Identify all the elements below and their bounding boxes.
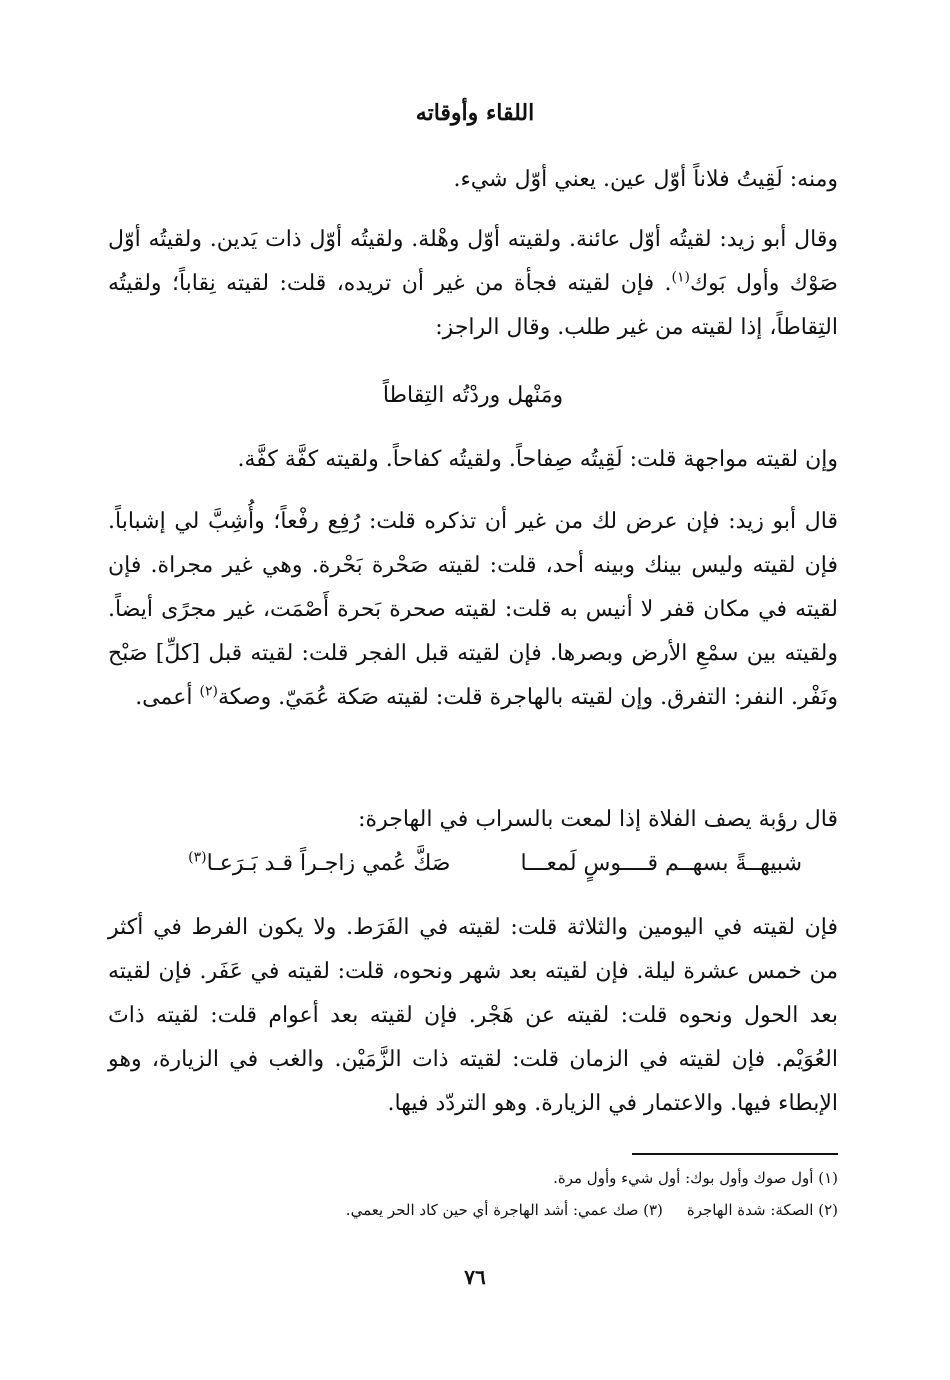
footnote-2: (٢) الصكة: شدة الهاجرة [686,1201,838,1219]
paragraph-text: . فإن لقيته فجأة من غير أن تريده، قلت: لقيته نِقاباً؛ ولقيتُه التِقاطاً، إذا لقيته من غير طلب. وقال الراجز: [108,271,838,340]
paragraph-1 [108,158,838,202]
verse-first-hemistich: شبيهــةً بسهــم قــــوسٍ لَمعـــا [520,851,802,876]
footnotes [108,1162,838,1226]
footnote-ref-2: (٢) [199,683,218,700]
paragraph-text: فإن لقيته في اليومين والثلاثة قلت: لقيته في الفَرَط. ولا يكون الفرط في أكثر من خمس عشرة ليلة. فإن لقيته بعد شهر ونحوه، قلت: لقيته في عَفَر. فإن لقيته بعد الحول ونحوه قلت: لقيته عن هَجْر. فإن لقيته بعد أعوام قلت: لقيته ذاتَ العُوَيْم. فإن لقيته في الزمان قلت: لقيته ذات الزَّمَيْن. والغب في الزيارة، وهو الإبطاء فيها. والاعتمار في الزيارة. وهو التردّد فيها. [108,915,838,1116]
verse-ruba [112,842,802,886]
paragraph-3 [108,438,838,482]
verse-rajaz: ومَنْهل وردْتُه التِقاطاً [382,383,564,408]
footnote-separator [632,1153,838,1155]
verse-second-hemistich: صَكَّ عُمي زاجـراً قـد بَـرَعـا [206,851,451,876]
footnote-ref-1: (١) [671,269,690,286]
paragraph-text: قال أبو زيد: فإن عرض لك من غير أن تذكره قلت: رُفِع رفْعاً؛ وأُشِبَّ لي إشباباً. فإن لقيته وليس بينك وبينه أحد، قلت: لقيته صَحْرة بَحْرة. وهي غير مجراة. فإن لقيته في مكان قفر لا أنيس به قلت: لقيته صحرة بَحرة أَصْمَت، غير مجرًى أيضاً. ولقيته بين سمْعِ الأرض وبصرها. فإن لقيته قبل الفجر قلت: لقيته قبل [كلِّ] صَبْح ونَفْر. النفر: التفرق. وإن لقيته بالهاجرة قلت: لقيته صَكة عُمَيّ. وصكة [108,509,838,710]
page-number: ٧٦ [464,1265,486,1289]
paragraph-text: وإن لقيته مواجهة قلت: لَقِيتُه صِفاحاً. ولقيتُه كفاحاً. ولقيته كفَّة كفَّة. [237,447,838,472]
footnote-2-3-line [108,1194,838,1226]
paragraph-4 [108,500,838,720]
paragraph-text: قال رؤبة يصف الفلاة إذا لمعت بالسراب في الهاجرة: [358,807,838,832]
paragraph-text: وقال أبو زيد: لقيتُه أوّل عائنة. ولقيته أوّل وهْلة. ولقيتُه أوّل ذات يَدين. ولقيتُه أوّل صَوْك وأول بَوك [108,227,838,296]
footnote-ref-3: (٣) [188,849,207,866]
paragraph-5 [108,798,838,842]
paragraph-2 [108,218,838,350]
paragraph-text: أعمى. [135,685,200,710]
footnote-1: (١) أول صوك وأول بوك: أول شيء وأول مرة. [553,1169,838,1187]
paragraph-text: ومنه: لَقِيتُ فلاناً أوّل عين. يعني أوّل شيء. [453,167,838,192]
page-header: اللقاء وأوقاته [415,100,535,126]
paragraph-6 [108,906,838,1126]
footnote-3: (٣) صك عمي: أشد الهاجرة أي حين كاد الحر يعمي. [345,1201,663,1219]
